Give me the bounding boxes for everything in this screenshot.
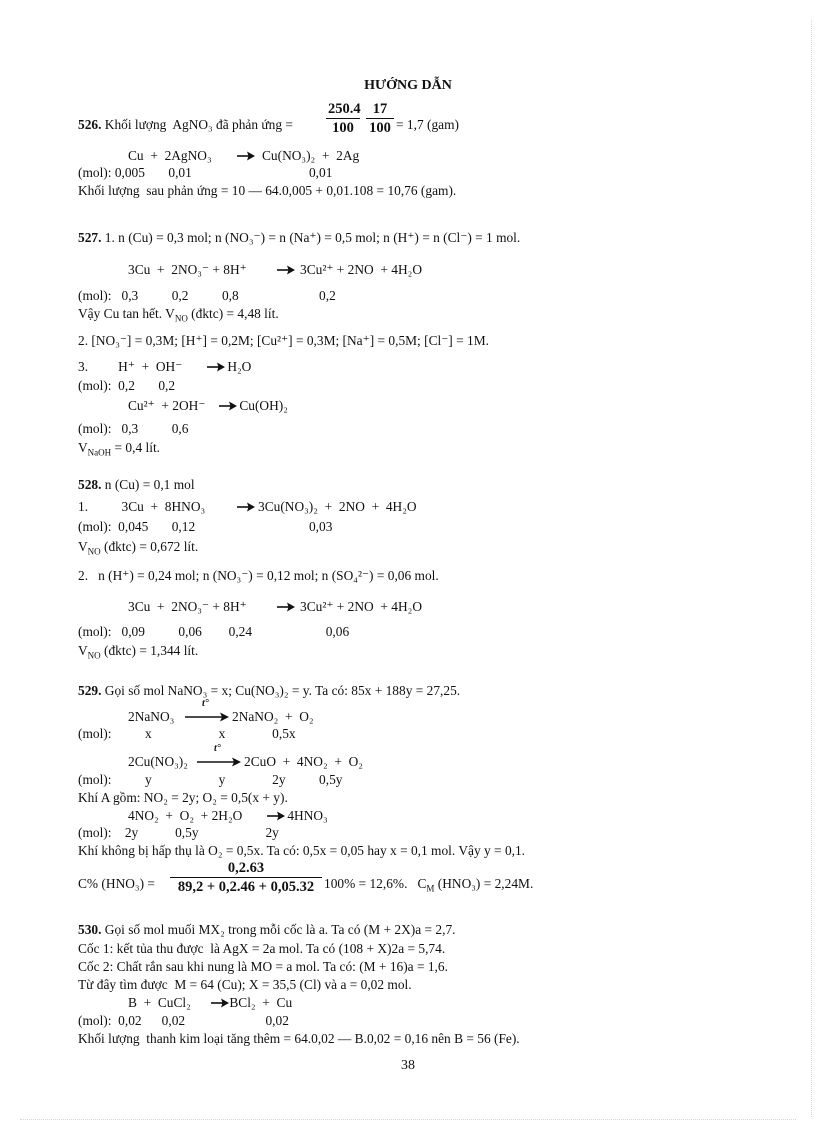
equation-products: H₂O <box>224 359 252 374</box>
equation: 3. H⁺ + OH⁻ <box>78 359 186 374</box>
equation-products: 3Cu²⁺ + 2NO + 4H₂O <box>300 599 422 614</box>
equation-products: 4HNO₃ <box>284 808 328 823</box>
equation: 2Cu(NO₃)₂ <box>128 754 192 769</box>
equation: 3Cu + 2NO₃⁻ + 8H⁺ <box>128 262 251 277</box>
text-line: Từ đây tìm được M = 64 (Cu); X = 35,5 (Cl) và a = 0,02 mol. <box>78 977 412 992</box>
text-line: Khối lượng sau phản ứng = 10 — 64.0,005 + 0,01.108 = 10,76 (gam). <box>78 183 457 198</box>
fraction-2: $\frac{17}{100}$ <box>366 102 394 136</box>
fraction-percent: $\frac{0,2.63}{89,2 + 0,2.46 + 0,05.32}$ <box>170 861 322 895</box>
heat-symbol: t° <box>214 743 221 754</box>
equation: Cu²⁺ + 2OH⁻ <box>128 398 209 413</box>
heat-arrow-icon <box>196 755 242 769</box>
text-line: $V_{NO}$ (đktc) = 0,672 lít. <box>78 539 199 557</box>
equation-products: Cu(OH)₂ <box>236 398 288 413</box>
equation: Cu + 2AgNO₃ <box>128 148 215 163</box>
problem-526-line-1: 526. Khối lượng AgNO₃ đã phản ứng = <box>78 117 297 132</box>
mol-line: (mol): y y 2y 0,5y <box>78 772 343 787</box>
mol-line: (mol): 0,09 0,06 0,24 0,06 <box>78 624 350 639</box>
problem-528-line-1: 528. n (Cu) = 0,1 mol <box>78 477 195 492</box>
equation: 1. 3Cu + 8HNO₃ <box>78 499 209 514</box>
page-number: 38 <box>401 1058 415 1073</box>
equation: B + CuCl₂ <box>128 995 195 1010</box>
text-line: Khí A gồm: NO₂ = 2y; O₂ = 0,5(x + y). <box>78 790 288 805</box>
page-border-bottom <box>20 1119 796 1120</box>
reaction-arrow-icon <box>236 500 256 514</box>
heat-symbol: t° <box>202 698 209 709</box>
equation: 2NaNO₃ <box>128 709 178 724</box>
text-line: $V_{NO}$ (đktc) = 1,344 lít. <box>78 643 199 661</box>
mol-line: (mol): x x 0,5x <box>78 726 296 741</box>
mol-line: (mol): 0,045 0,12 0,03 <box>78 519 333 534</box>
reaction-arrow-icon <box>206 360 226 374</box>
equation-products: Cu(NO₃)₂ + 2Ag <box>262 148 360 163</box>
text-line: Khí không bị hấp thụ là O₂ = 0,5x. Ta có: 0,5x = 0,05 hay x = 0,1 mol. Vậy y = 0,1. <box>78 843 526 858</box>
problem-527-line-1: 527. 1. n (Cu) = 0,3 mol; n (NO₃⁻) = n (Na⁺) = 0,5 mol; n (H⁺) = n (Cl⁻) = 1 mol. <box>78 230 521 245</box>
heat-arrow-icon <box>184 710 230 724</box>
equation-products: 3Cu(NO₃)₂ + 2NO + 4H₂O <box>258 499 417 514</box>
reaction-arrow-icon <box>266 809 286 823</box>
text-line: 2. [NO₃⁻] = 0,3M; [H⁺] = 0,2M; [Cu²⁺] = 0,3M; [Na⁺] = 0,5M; [Cl⁻] = 1M. <box>78 333 489 348</box>
text-line: 2. n (H⁺) = 0,24 mol; n (NO₃⁻) = 0,12 mol; n (SO₄²⁻) = 0,06 mol. <box>78 568 439 583</box>
mol-line: (mol): 0,3 0,2 0,8 0,2 <box>78 288 336 303</box>
result-text: = 1,7 (gam) <box>396 117 459 132</box>
equation: 4NO₂ + O₂ + 2H₂O <box>128 808 246 823</box>
problem-529-line-1: 529. Gọi số mol NaNO₃ = x; Cu(NO₃)₂ = y. Ta có: 85x + 188y = 27,25. <box>78 683 461 698</box>
equation-products: BCl₂ + Cu <box>226 995 293 1010</box>
reaction-arrow-icon <box>276 600 296 614</box>
mol-line: (mol): 0,3 0,6 <box>78 421 189 436</box>
text-line: $V_{NaOH} = 0,4$ lít. <box>78 440 161 458</box>
mol-line: (mol): 2y 0,5y 2y <box>78 825 279 840</box>
text-line: Vậy Cu tan hết. $V_{NO}$ (đktc) = 4,48 lít. <box>78 306 279 324</box>
mol-line: (mol): 0,2 0,2 <box>78 378 176 393</box>
reaction-arrow-icon <box>276 263 296 277</box>
problem-530-line-1: 530. Gọi số mol muối MX₂ trong mỗi cốc là a. Ta có (M + 2X)a = 2,7. <box>78 922 456 937</box>
equation: 3Cu + 2NO₃⁻ + 8H⁺ <box>128 599 251 614</box>
equation-products: 3Cu²⁺ + 2NO + 4H₂O <box>300 262 422 277</box>
mol-line: (mol): 0,005 0,01 0,01 <box>78 165 333 180</box>
equation-products: 2CuO + 4NO₂ + O₂ <box>244 754 363 769</box>
reaction-arrow-icon <box>236 149 256 163</box>
mol-line: (mol): 0,02 0,02 0,02 <box>78 1013 289 1028</box>
text-line: Cốc 1: kết tủa thu được là AgX = 2a mol. Ta có (108 + X)2a = 5,74. <box>78 941 446 956</box>
page-border-right <box>811 20 812 1117</box>
result-text: 100% = 12,6%. $C_M$ (HNO₃) = 2,24M. <box>324 876 534 894</box>
equation-products: 2NaNO₂ + O₂ <box>232 709 314 724</box>
reaction-arrow-icon <box>218 399 238 413</box>
problem-number: 526. <box>78 117 102 132</box>
fraction-1: $\frac{250.4}{100}$ <box>328 101 361 136</box>
page-title: HƯỚNG DẪN <box>364 78 452 93</box>
text-line: Khối lượng thanh kim loại tăng thêm = 64.0,02 — B.0,02 = 0,16 nên B = 56 (Fe). <box>78 1031 520 1046</box>
text-line: Cốc 2: Chất rắn sau khi nung là MO = a mol. Ta có: (M + 16)a = 1,6. <box>78 959 448 974</box>
percentage-label: C% (HNO₃) = <box>78 876 159 891</box>
